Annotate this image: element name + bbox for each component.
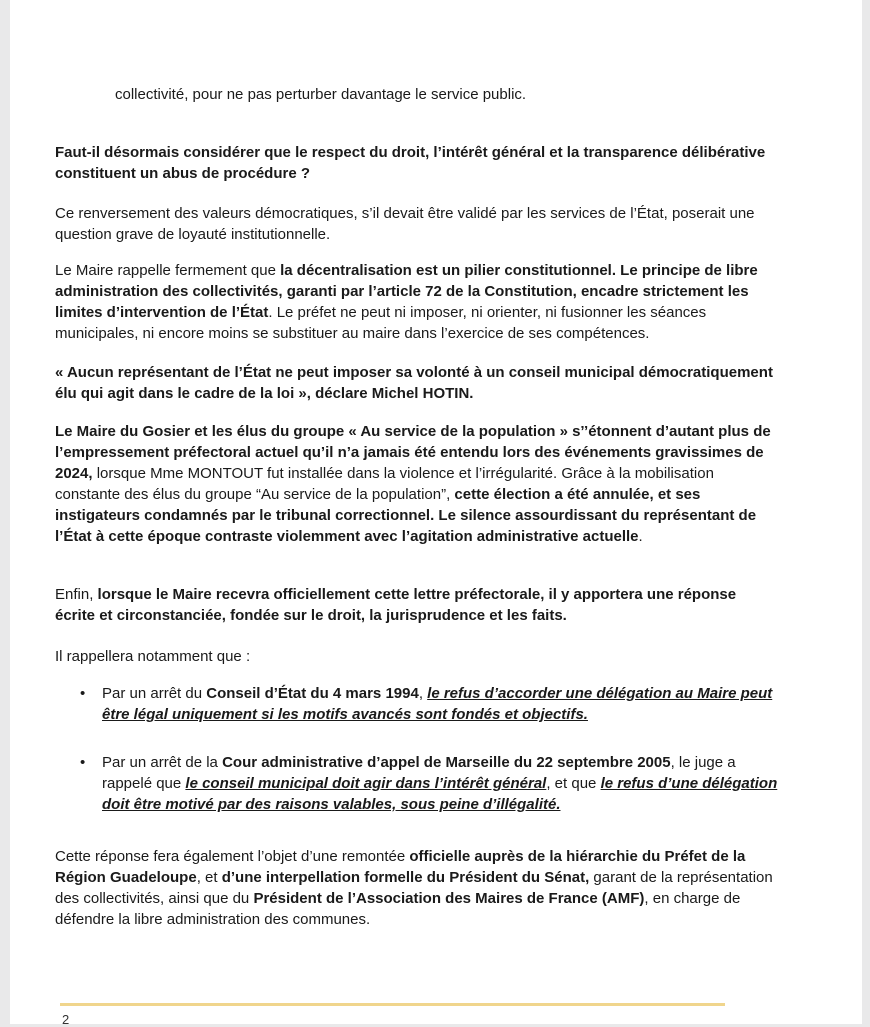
enfin-bold: lorsque le Maire recevra officiellement cette lettre préfectorale, il y apportera une réponse écrite et circonstanciée, fondée sur le droit, la jurisprudence et les faits. [55,586,737,624]
decentralisation-paragraph [55,260,780,344]
footer-divider [60,1003,725,1006]
document-page [10,0,862,1027]
decentral-text-2: . Le préfet ne peut ni imposer, ni orienter, ni fusionner les séances municipales, ni encore moins se substituer au maire dans l’exercice de ses compétences. [55,304,707,342]
bullet-bold: Cour administrative d’appel de Marseille du 22 septembre 2005 [222,754,671,771]
final-text-2: , et [196,869,222,886]
enfin-paragraph [55,584,780,626]
quote-text: « Aucun représentant de l’État ne peut imposer sa volonté à un conseil municipal démocratiquement élu qui agit dans le cadre de la loi », déclare Michel HOTIN. [55,364,773,402]
final-bold-2: d’une interpellation formelle du Président du Sénat, [221,869,590,886]
list-item [55,683,780,725]
final-text-1: Cette réponse fera également l’objet d’une remontée [55,848,410,865]
question-paragraph [55,142,780,184]
rappellera-text: Il rappellera notamment que : [55,648,251,665]
enfin-text: Enfin, [55,586,98,603]
bullet-text: Par un arrêt du [102,685,207,702]
final-text-3: garant de la représentation des collectivités, ainsi que du [55,869,773,907]
bullet-icon: • [80,754,86,771]
quote-paragraph [55,362,780,404]
gosier-paragraph [55,421,780,547]
gosier-text-2: . [638,528,643,545]
bullet-bold: Conseil d’État du 4 mars 1994 [206,685,419,702]
renversement-paragraph: Ce renversement des valeurs démocratiques, s’il devait être validé par les services de l’État, poserait une question grave de loyauté institutionnelle. [55,205,755,243]
final-bold-3: Président de l’Association des Maires de France (AMF) [253,890,645,907]
page-number: 2 [62,1012,70,1027]
bullet-text: Par un arrêt de la [102,754,223,771]
bullet-emphasis: le refus d’une délégation doit être motivé par des raisons valables, sous peine d’illégalité. [102,775,778,813]
decentral-text-1: Le Maire rappelle fermement que [55,262,281,279]
jurisprudence-list [55,683,780,815]
gosier-text-1: lorsque Mme MONTOUT fut installée dans la violence et l’irrégularité. Grâce à la mobilisation constante des élus du groupe “Au service de la population”, [55,465,714,503]
final-bold-1: officielle auprès de la hiérarchie du Préfet de la Région Guadeloupe [55,848,746,886]
final-text-4: , en charge de défendre la libre administration des communes. [55,890,741,928]
list-item [55,752,780,815]
bullet-text: , et que [546,775,601,792]
question-text: Faut-il désormais considérer que le respect du droit, l’intérêt général et la transparence délibérative constituent un abus de procédure ? [55,144,766,182]
final-paragraph [55,846,780,930]
bullet-icon: • [80,685,86,702]
decentral-bold: la décentralisation est un pilier constitutionnel. Le principe de libre administration des collectivités, garanti par l’article 72 de la Constitution, encadre strictement les limites d’intervention de l’État [55,262,758,321]
continuation-text: collectivité, pour ne pas perturber davantage le service public. [115,86,527,103]
bullet-text: , le juge a rappelé que [102,754,736,792]
bullet-text: , [418,685,428,702]
bullet-emphasis: le conseil municipal doit agir dans l’intérêt général [185,775,547,792]
bullet-emphasis: le refus d’accorder une délégation au Maire peut être légal uniquement si les motifs avancés sont fondés et objectifs. [102,685,773,723]
gosier-bold-1: Le Maire du Gosier et les élus du groupe « Au service de la population » s’’étonnent d’autant plus de l’empressement préfectoral actuel qu’il n’a jamais été entendu lors des événements gravissimes de 2024, [55,423,771,482]
gosier-bold-2: cette élection a été annulée, et ses instigateurs condamnés par le tribunal correctionnel. Le silence assourdissant du représentant de l’État à cette époque contraste violemment avec l’agitation administrative actuelle [55,486,757,545]
